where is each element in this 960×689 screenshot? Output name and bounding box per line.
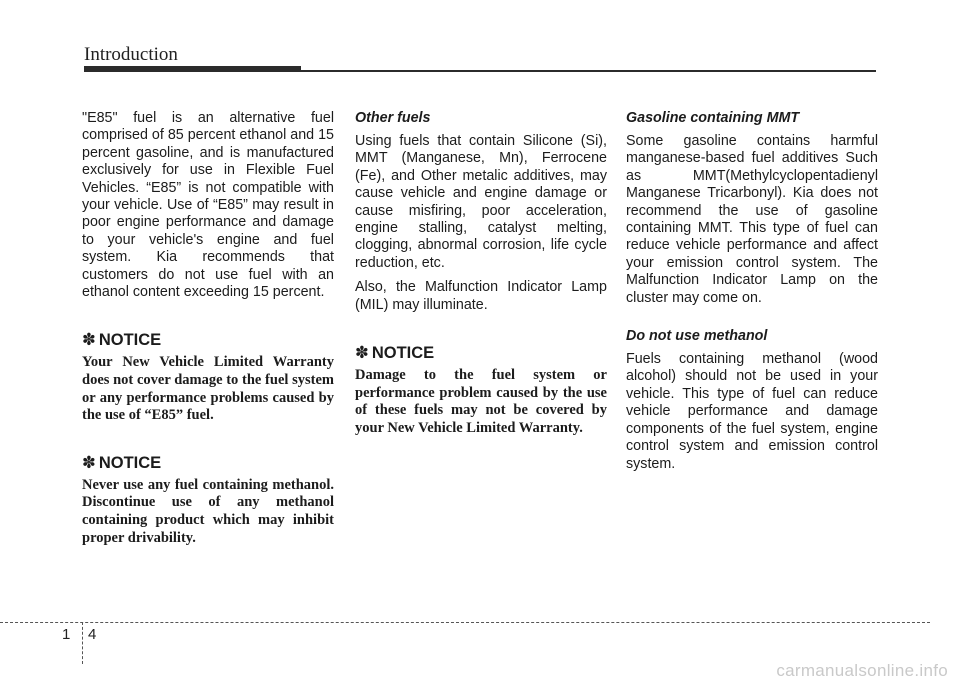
watermark-text: carmanualsonline.info <box>776 661 948 680</box>
notice-heading-1 <box>82 330 334 350</box>
page-header-title: Introduction <box>84 44 178 65</box>
notice-title: NOTICE <box>98 331 162 350</box>
notice-text-3: Damage to the fuel system or performance problem caused by the use of these fuels may not be covered by your New Vehicle Limited Warranty. <box>355 367 607 436</box>
notice-star-icon: ✽ <box>82 453 96 472</box>
mil-paragraph: Also, the Malfunction Indicator Lamp (MIL) may illuminate. <box>355 279 607 313</box>
methanol-paragraph: Fuels containing methanol (wood alcohol) should not be used in your vehicle. This type of fuel can reduce vehicle performance and damage components of the fuel system, engine control system and emission control system. <box>626 351 878 472</box>
notice-heading-3 <box>355 343 607 363</box>
footer-vertical-divider <box>82 622 83 664</box>
section-heading-mmt: Gasoline containing MMT <box>626 110 800 126</box>
notice-text-2: Never use any fuel containing methanol. Discontinue use of any methanol containing product which may inhibit proper drivability. <box>82 476 334 546</box>
notice-title: NOTICE <box>371 344 435 363</box>
footer-divider <box>0 622 930 623</box>
column-2 <box>355 110 607 437</box>
notice-star-icon: ✽ <box>82 331 96 350</box>
column-1 <box>82 110 334 547</box>
header-rule-thin <box>84 70 876 72</box>
notice-text-1: Your New Vehicle Limited Warranty does not cover damage to the fuel system or any performance problems caused by the use of “E85” fuel. <box>82 354 334 424</box>
notice-heading-2 <box>82 453 334 473</box>
other-fuels-paragraph: Using fuels that contain Silicone (Si), MMT (Manganese, Mn), Ferrocene (Fe), and Other metalic additives, may cause vehicle and engine damage or cause misfiring, poor acceleration, engine stalling, catalyst melting, clogging, abnormal corrosion, life cycle reduction, etc. <box>355 133 607 271</box>
e85-paragraph: "E85" fuel is an alternative fuel comprised of 85 percent ethanol and 15 percent gasoline, and is manufactured exclusively for use in Flexible Fuel Vehicles. “E85” is not compatible with your vehicle. Use of “E85” may result in poor engine performance and damage to your vehicle's engine and fuel system. Kia recommends that customers do not use fuel with an ethanol content exceeding 15 percent. <box>82 110 334 301</box>
notice-star-icon: ✽ <box>355 344 369 363</box>
chapter-number: 1 <box>62 626 71 643</box>
mmt-paragraph: Some gasoline contains harmful manganese-based fuel additives Such as MMT(Methylcyclopentadienyl Manganese Tricarbonyl). Kia does not recommend the use of gasoline containing MMT. This type of fuel can reduce vehicle performance and affect your emission control system. The Malfunction Indicator Lamp on the cluster may come on. <box>626 133 878 306</box>
page-number: 4 <box>88 626 97 643</box>
notice-title: NOTICE <box>98 453 162 472</box>
column-3 <box>626 110 878 480</box>
section-heading-other-fuels: Other fuels <box>355 110 431 126</box>
section-heading-methanol: Do not use methanol <box>626 328 768 345</box>
